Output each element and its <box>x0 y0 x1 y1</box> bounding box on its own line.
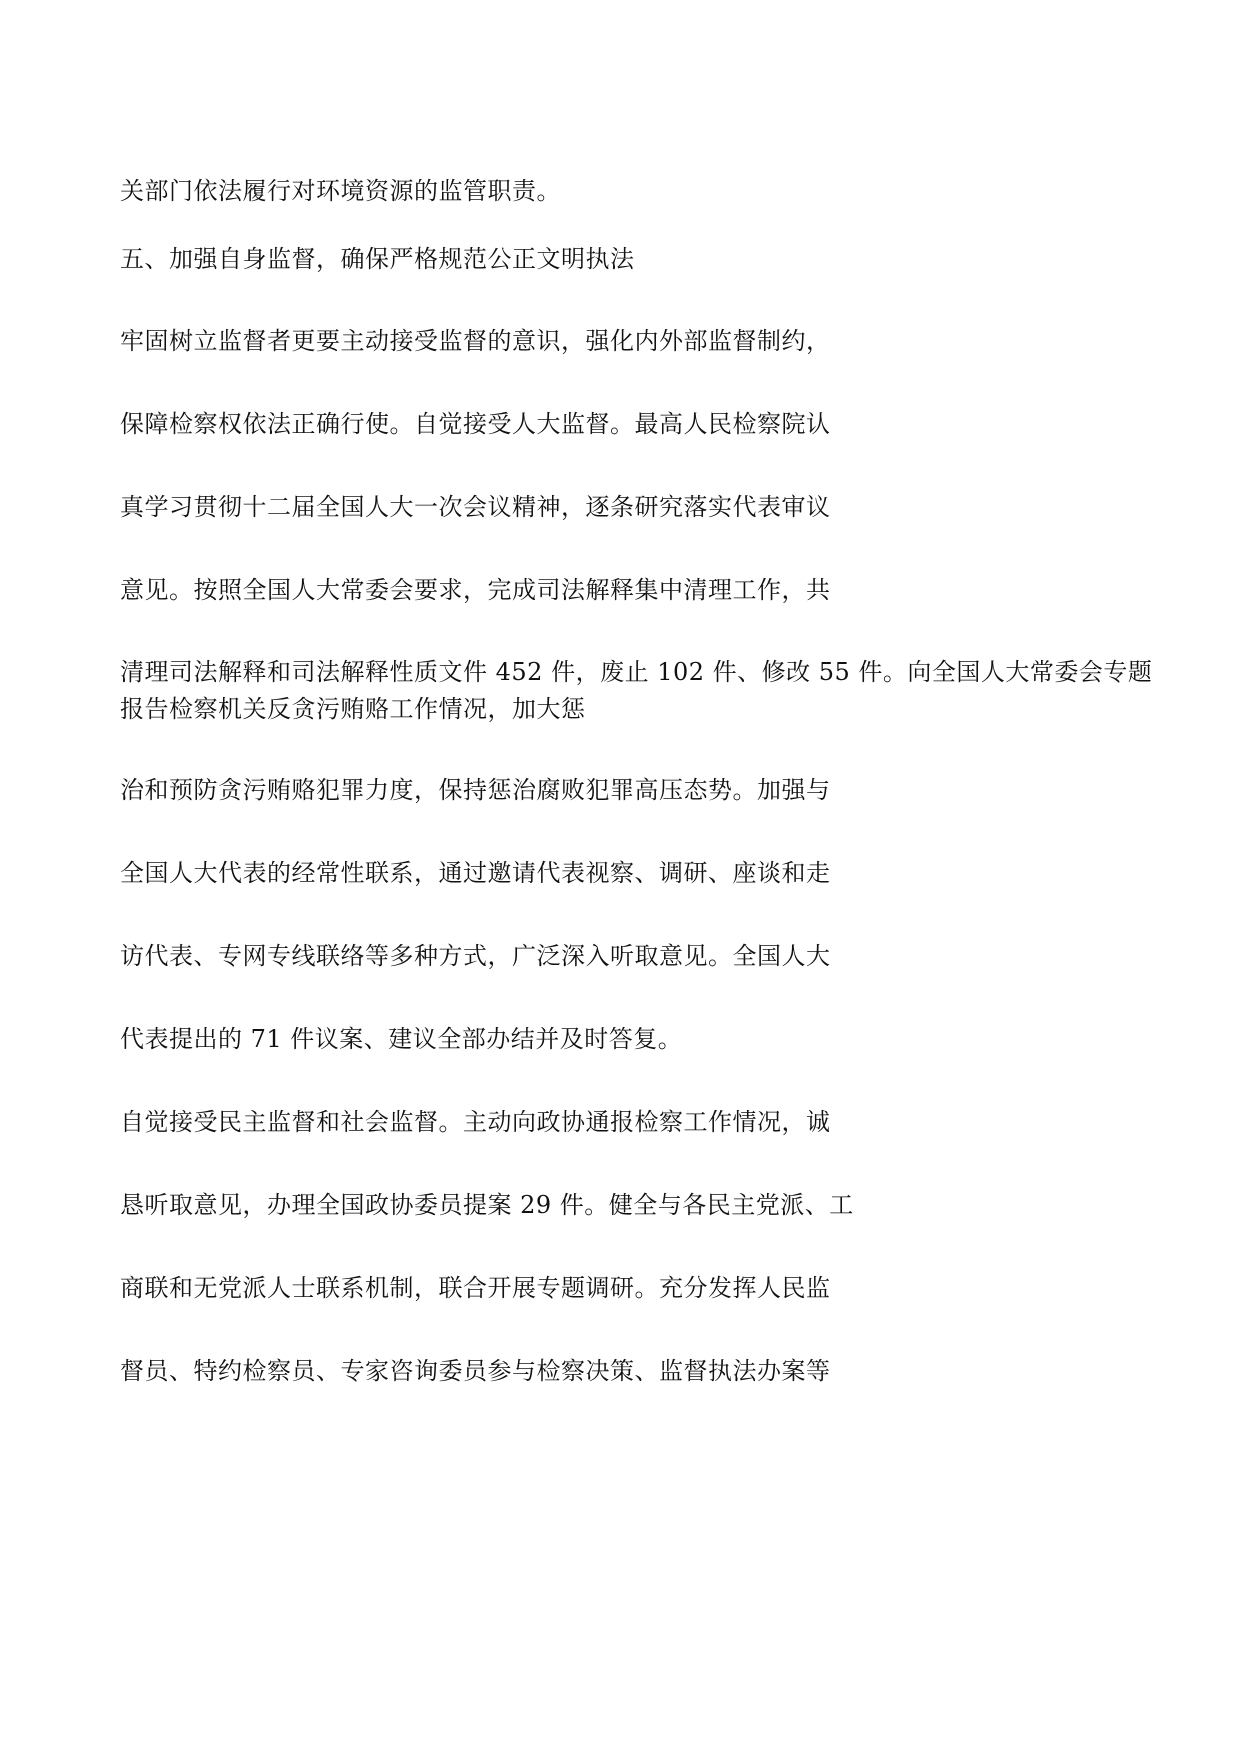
text-line: 牢固树立监督者更要主动接受监督的意识，强化内外部监督制约， <box>120 327 831 355</box>
text-line: 保障检察权依法正确行使。自觉接受人大监督。最高人民检察院认 <box>120 410 831 438</box>
text-line: 代表提出的 71 件议案、建议全部办结并及时答复。 <box>120 1025 683 1053</box>
text-line: 自觉接受民主监督和社会监督。主动向政协通报检察工作情况，诚 <box>120 1108 831 1136</box>
text-line: 清理司法解释和司法解释性质文件 452 件，废止 102 件、修改 55 件。向全国人大常委会专题 <box>120 658 1153 686</box>
text-line: 访代表、专网专线联络等多种方式，广泛深入听取意见。全国人大 <box>120 942 831 970</box>
section-heading: 五、加强自身监督，确保严格规范公正文明执法 <box>120 245 635 273</box>
text-line: 真学习贯彻十二届全国人大一次会议精神，逐条研究落实代表审议 <box>120 493 831 521</box>
text-line: 恳听取意见，办理全国政协委员提案 29 件。健全与各民主党派、工 <box>120 1191 854 1219</box>
text-line: 全国人大代表的经常性联系，通过邀请代表视察、调研、座谈和走 <box>120 859 831 887</box>
text-line: 督员、特约检察员、专家咨询委员参与检察决策、监督执法办案等 <box>120 1357 831 1385</box>
text-line: 关部门依法履行对环境资源的监管职责。 <box>120 177 561 205</box>
text-line: 商联和无党派人士联系机制，联合开展专题调研。充分发挥人民监 <box>120 1274 831 1302</box>
text-line: 意见。按照全国人大常委会要求，完成司法解释集中清理工作，共 <box>120 576 831 604</box>
text-line: 治和预防贪污贿赂犯罪力度，保持惩治腐败犯罪高压态势。加强与 <box>120 776 831 804</box>
text-line: 报告检察机关反贪污贿赂工作情况，加大惩 <box>120 695 586 723</box>
